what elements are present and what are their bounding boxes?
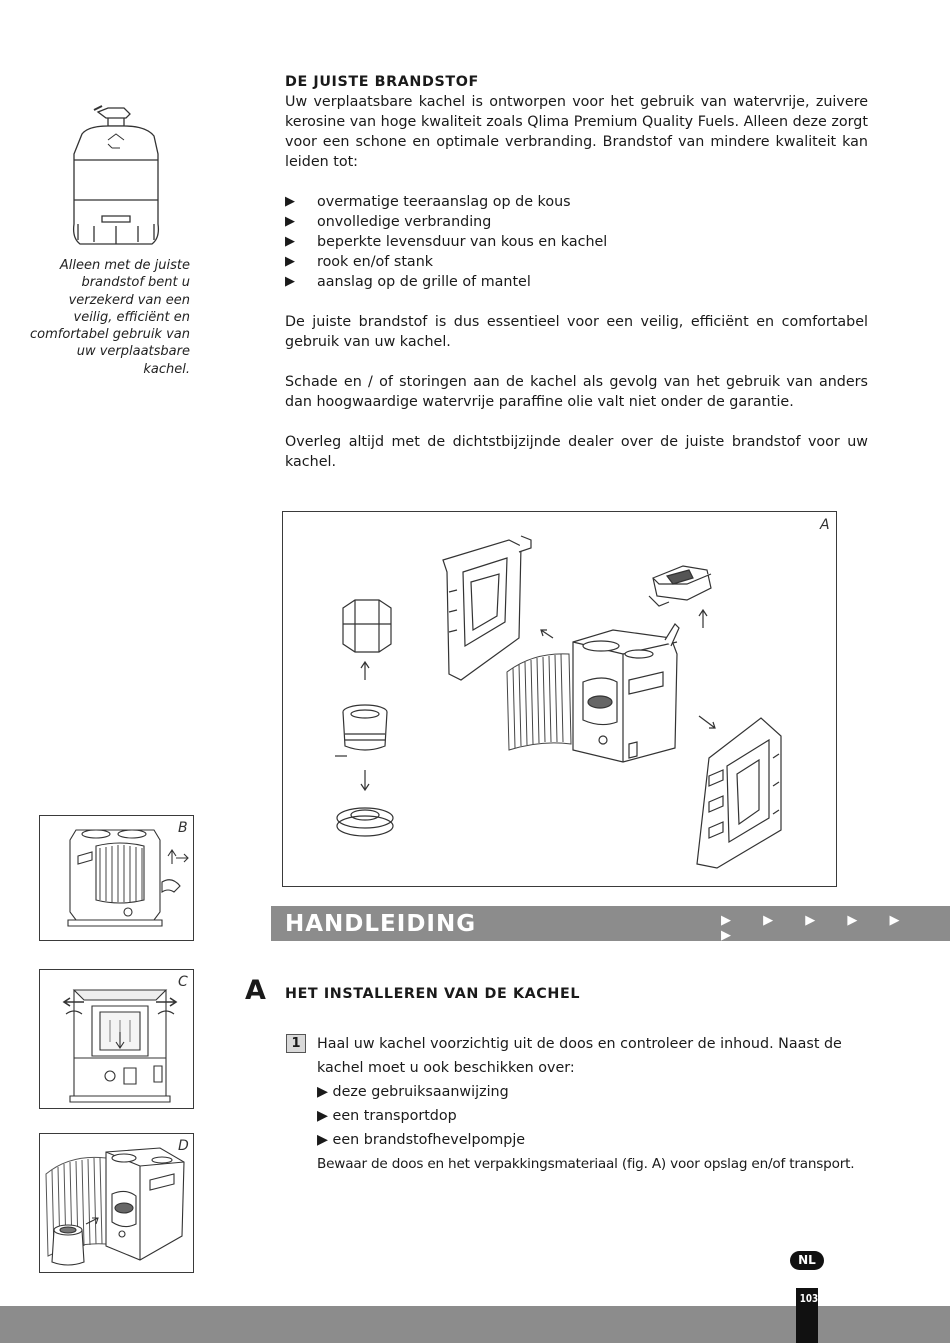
dealer-paragraph: Overleg altijd met de dichtstbijzijnde dealer over de juiste brandstof voor uw kachel. — [285, 434, 868, 470]
step-1-note: Bewaar de doos en het verpakkingsmateriaal (fig. A) voor opslag en/of transport. — [317, 1156, 855, 1172]
warranty-paragraph: Schade en / of storingen aan de kachel als gevolg van het gebruik van anders dan hoogwaardige watervrije paraffine olie valt niet onder de garantie. — [285, 374, 868, 410]
fuel-heading: DE JUISTE BRANDSTOF — [285, 74, 479, 90]
section-title: HET INSTALLEREN VAN DE KACHEL — [285, 986, 581, 1002]
figure-c-drawing — [40, 970, 193, 1108]
bullet-arrow-icon: ▶ — [285, 194, 295, 209]
fuel-section — [285, 72, 868, 472]
figure-d-drawing — [40, 1134, 193, 1272]
list-item: ▶ beperkte levensduur van kous en kachel — [285, 234, 608, 250]
exploded-heater-drawing — [283, 512, 836, 886]
bullet-arrow-icon: ▶ — [285, 234, 295, 249]
figure-d-label: D — [178, 1138, 189, 1154]
list-item: ▶ overmatige teeraanslag op de kous — [285, 194, 571, 210]
page-number-tab — [796, 1288, 818, 1343]
fuel-essential-paragraph: De juiste brandstof is dus essentieel voor een veilig, efficiënt en comfortabel gebruik van uw kachel. — [285, 314, 868, 350]
bullet-arrow-icon: ▶ — [317, 1108, 333, 1124]
bullet-arrow-icon: ▶ — [317, 1132, 333, 1148]
language-badge: NL — [790, 1251, 824, 1270]
figure-d — [39, 1133, 194, 1273]
manual-banner — [271, 906, 950, 941]
fuel-can-illustration — [68, 104, 164, 249]
list-item: ▶ onvolledige verbranding — [285, 214, 492, 230]
bullet-arrow-icon: ▶ — [285, 274, 295, 289]
fuel-consequence-list — [285, 192, 868, 292]
figure-c-label: C — [178, 974, 188, 990]
step-1-content — [317, 1032, 877, 1176]
bullet-arrow-icon: ▶ — [317, 1084, 333, 1100]
figure-c — [39, 969, 194, 1109]
banner-arrows: ▶ ▶ ▶ ▶ ▶ ▶ — [721, 913, 914, 943]
list-item: ▶ deze gebruiksaanwijzing — [317, 1084, 509, 1100]
fuel-can-caption: Alleen met de juiste brandstof bent u verzekerd van een veilig, efficiënt en comfortabel gebruik van uw verplaatsbare kachel. — [30, 258, 190, 377]
page-number: 103 — [799, 1292, 819, 1305]
figure-b-drawing — [40, 816, 193, 940]
bullet-arrow-icon: ▶ — [285, 254, 295, 269]
figure-a-label: A — [820, 517, 830, 533]
list-item: ▶ een brandstofhevelpompje — [317, 1132, 526, 1148]
step-number-badge: 1 — [286, 1034, 306, 1053]
list-item: ▶ rook en/of stank — [285, 254, 434, 270]
list-item: ▶ een transportdop — [317, 1108, 457, 1124]
banner-title: HANDLEIDING — [285, 911, 477, 937]
section-letter: A — [245, 975, 266, 1006]
fuel-intro-paragraph: Uw verplaatsbare kachel is ontworpen voor het gebruik van watervrije, zuivere kerosine van hoge kwaliteit zoals Qlima Premium Quality Fuels. Alleen deze zorgt voor een schone en optimale verbranding. Brandstof van mindere kwaliteit kan leiden tot: — [285, 94, 868, 170]
list-item: ▶ aanslag op de grille of mantel — [285, 274, 531, 290]
step-1-text: Haal uw kachel voorzichtig uit de doos en controleer de inhoud. Naast de kachel moet u ook beschikken over: — [317, 1036, 842, 1076]
figure-b-label: B — [178, 820, 188, 836]
figure-a-exploded-view — [282, 511, 837, 887]
bullet-arrow-icon: ▶ — [285, 214, 295, 229]
figure-b — [39, 815, 194, 941]
